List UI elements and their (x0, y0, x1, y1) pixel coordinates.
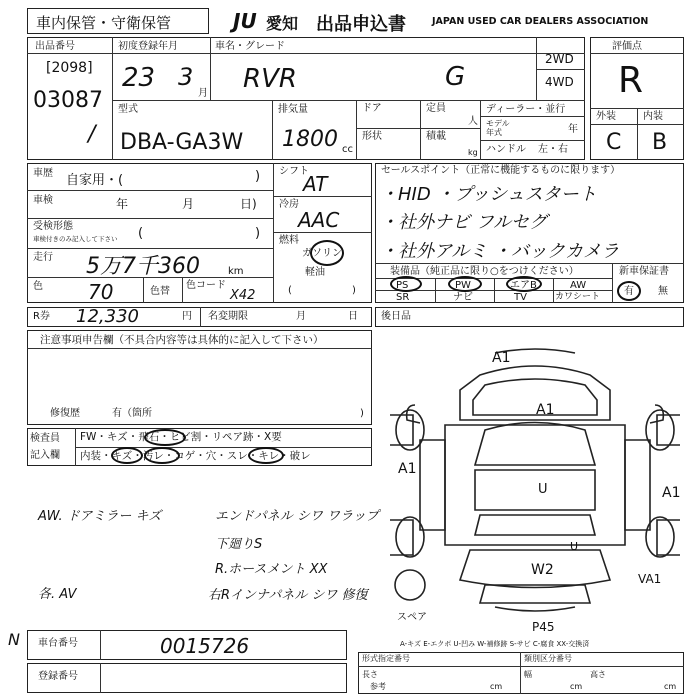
drive-2wd: 2WD (545, 52, 574, 66)
inspector-row-1: FW・キズ・飛石・ヒビ割・リペア跡・X要 (80, 431, 282, 443)
logo-mark: JU (233, 9, 257, 33)
warranty-yes: 有 (624, 286, 634, 297)
equip-sr: SR (396, 292, 410, 303)
displacement-value: 1800 (282, 127, 338, 152)
damage-mark-front: A1 (492, 350, 511, 366)
damage-mark-rear: W2 (531, 562, 554, 578)
fuel-label: 燃料 (279, 235, 299, 246)
exterior-score: C (606, 130, 622, 155)
aircon-value: AAC (298, 208, 340, 232)
damage-mark-roof: U (538, 482, 548, 497)
remark-line-5: 各. AV (38, 587, 77, 602)
repair-history-value: 有（箇所 (112, 408, 152, 419)
fuel-gasoline-circle (310, 240, 344, 266)
equip-navi: ナビ (453, 292, 473, 303)
storage-label: 車内保管・守衛保管 (36, 14, 172, 32)
recycle-label: R券 (33, 311, 50, 322)
acceptance-value: ( (138, 226, 144, 241)
remark-line-3: 下廻りS (215, 537, 263, 552)
lot-number: 03087 (33, 88, 103, 113)
inspection-day: 日) (240, 197, 257, 211)
inspector-wear-circle (248, 447, 284, 464)
equip-tv: TV (514, 292, 527, 303)
acceptance-label: 受検形態 (33, 221, 73, 232)
load-label: 積載 (426, 131, 446, 142)
displacement-unit: cc (342, 144, 353, 155)
model-value: DBA-GA3W (120, 130, 244, 155)
inspector-label: 検査員 (30, 433, 60, 444)
notes-label: 注意事項申告欄（不具合内容等は具体的に記入して下さい） (40, 334, 324, 346)
logo-region: 愛知 (266, 14, 299, 33)
recycle-unit: 円 (182, 311, 192, 322)
lot-mark: / (88, 122, 96, 147)
model-year-unit: 年 (568, 124, 578, 135)
model-label: 型式 (118, 104, 138, 115)
equip-airbag-circle (506, 276, 542, 292)
repair-history-close: ) (360, 408, 364, 419)
color-value: 70 (88, 280, 114, 304)
shape-label: 形状 (362, 131, 382, 142)
inspector-scratch-circle (111, 447, 143, 464)
color-label: 色 (33, 281, 43, 292)
model-year-sub: 年式 (486, 128, 502, 137)
equip-pw-circle (448, 276, 482, 292)
height-unit: cm (664, 682, 677, 691)
first-registration-label: 初度登録年月 (118, 41, 178, 52)
shift-value: AT (303, 172, 328, 196)
remark-line-4: R.ホースメント XX (215, 562, 328, 577)
back-seat-box (375, 307, 684, 327)
damage-mark-right: A1 (662, 485, 681, 501)
form-number-label: 形式指定番号 (362, 654, 410, 663)
name-change-label: 名変期限 (208, 311, 248, 322)
drive-4wd: 4WD (545, 75, 574, 89)
handle-options: 左・右 (538, 144, 568, 155)
class-number-label: 類別区分番号 (524, 654, 572, 663)
equip-pw: PW (455, 280, 471, 291)
equipment-label: 装備品（純正品に限り○をつけください） (390, 266, 579, 277)
remark-line-1: AW. ドアミラー キズ (38, 509, 162, 524)
fuel-gasoline: ガソリン (302, 248, 342, 259)
inspector-sub: 記入欄 (30, 450, 60, 461)
recycle-value: 12,330 (76, 306, 139, 327)
fuel-diesel: 軽油 (305, 267, 325, 278)
selling-point-line-2: ・社外ナビ フルセグ (380, 212, 548, 233)
length-unit: cm (490, 682, 503, 691)
exterior-label: 外装 (596, 111, 616, 122)
damage-mark-rear-right: VA1 (638, 572, 662, 586)
inspection-month: 月 (182, 197, 195, 211)
back-seat-label: 後日品 (381, 311, 411, 322)
inspection-year: 年 (116, 197, 129, 211)
capacity-unit: 人 (468, 116, 478, 127)
inspection-label: 車検 (33, 195, 53, 206)
history-close: ) (255, 169, 261, 184)
form-title: 出品申込書 (316, 14, 406, 35)
displacement-label: 排気量 (278, 104, 308, 115)
color-code-label: 色コード (186, 280, 226, 291)
month-unit: 月 (198, 88, 208, 99)
selling-points-label: セールスポイント（正常に機能するものに限ります） (381, 165, 621, 176)
damage-mark-left: A1 (398, 461, 417, 477)
handle-label: ハンドル (486, 144, 526, 155)
width-unit: cm (570, 682, 583, 691)
length-label: 長さ (362, 670, 378, 679)
chassis-prefix: N (8, 630, 20, 649)
color-code-value: X42 (230, 288, 256, 303)
color-change-label: 色替 (150, 286, 170, 297)
reference-label: 参考 (370, 682, 386, 691)
association-name: JAPAN USED CAR DEALERS ASSOCIATION (432, 16, 649, 27)
car-grade-value: G (445, 62, 466, 92)
equip-ps-circle (390, 276, 422, 292)
first-registration-month: 3 (178, 63, 194, 91)
inspector-stain-circle (144, 447, 180, 464)
equip-aw: AW (570, 280, 587, 291)
history-label: 車歴 (33, 168, 53, 179)
damage-mark-hood: A1 (536, 402, 555, 418)
remark-line-2: エンドパネル シワ ワラップ (215, 509, 379, 524)
lot-sub-number: [2098] (46, 60, 93, 76)
dealer-label: ディーラー・並行 (486, 104, 566, 115)
repair-history-label: 修復歴 (50, 408, 80, 419)
fuel-paren: ( (288, 285, 292, 296)
remark-line-6: 右Rインナパネル シワ 修復 (208, 588, 368, 603)
name-change-day: 日 (348, 311, 358, 322)
warranty-label: 新車保証書 (619, 266, 669, 277)
equip-ps: PS (396, 280, 409, 291)
damage-legend: A-キズ E-エクボ U-凹み W-補修跡 S-サビ C-腐食 XX-交換済 (400, 640, 590, 648)
damage-mark-extra: U (570, 540, 579, 553)
mileage-label: 走行 (33, 252, 53, 263)
selling-point-line-1: ・HID ・プッシュスタート (380, 184, 597, 205)
inspector-row-2: 内装・キズ・汚レ・コゲ・穴・スレ・キレ・破レ (80, 450, 311, 462)
acceptance-close: ) (255, 226, 261, 241)
acceptance-sub: 車検付きのみ記入して下さい (33, 235, 118, 243)
aircon-label: 冷房 (279, 199, 299, 210)
mileage-value: 5万7千360 (86, 254, 200, 279)
car-name-value: RVR (243, 64, 297, 94)
history-value: 自家用・( (66, 173, 124, 188)
interior-label: 内装 (643, 111, 663, 122)
load-unit: kg (468, 148, 478, 157)
name-change-month: 月 (296, 311, 306, 322)
selling-point-line-3: ・社外アルミ ・バックカメラ (380, 241, 620, 262)
car-name-label: 車名・グレード (215, 41, 285, 52)
score-label: 評価点 (612, 41, 642, 52)
equip-leather: カワシート (555, 292, 601, 302)
first-registration-year: 23 (122, 63, 156, 93)
mileage-unit: km (228, 266, 244, 277)
interior-score: B (652, 130, 668, 155)
spare-label: スペア (397, 612, 427, 623)
model-year-label: モデル (486, 119, 510, 128)
warranty-yes-circle (617, 281, 641, 301)
shift-label: シフト (279, 166, 309, 177)
registration-label: 登録番号 (38, 671, 78, 682)
damage-mark-bumper: P45 (532, 620, 555, 634)
inspector-stone-circle (144, 429, 186, 446)
chassis-value: 0015726 (160, 634, 250, 658)
warranty-no: 無 (658, 286, 668, 297)
fuel-paren-close: ) (352, 285, 356, 296)
door-label: ドア (362, 103, 382, 114)
height-label: 高さ (590, 670, 606, 679)
equip-airbag: エアB (510, 280, 537, 291)
width-label: 幅 (524, 670, 532, 679)
score-value: R (618, 60, 644, 101)
chassis-label: 車台番号 (38, 638, 78, 649)
capacity-label: 定員 (426, 103, 446, 114)
lot-number-label: 出品番号 (35, 41, 75, 52)
